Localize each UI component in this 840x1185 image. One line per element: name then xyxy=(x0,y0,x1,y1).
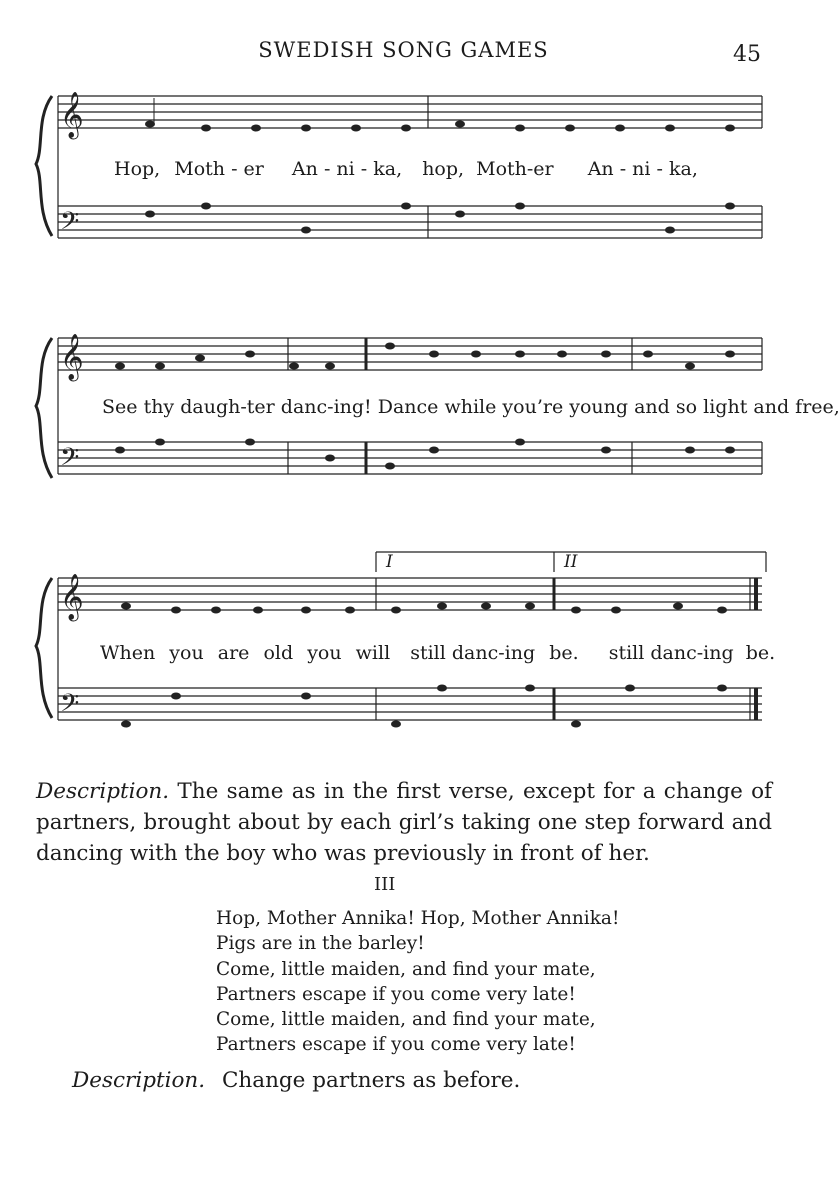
lyric-word: - xyxy=(231,158,238,180)
music-system-3 xyxy=(30,548,776,748)
lyric-word: See xyxy=(102,396,138,418)
ending-1-label: I xyxy=(386,552,393,572)
verse-line: Come, little maiden, and find your mate, xyxy=(216,958,596,980)
lyric-word: - xyxy=(619,158,627,180)
lyric-word: - xyxy=(656,158,663,180)
description-label: Description. xyxy=(36,779,170,804)
lyric-word: young xyxy=(569,396,629,418)
final-description xyxy=(72,1068,520,1093)
final-description-label: Description. xyxy=(72,1068,206,1093)
lyric-word: - xyxy=(360,158,368,180)
svg-text:𝄢: 𝄢 xyxy=(60,689,80,724)
lyric-word: danc-ing! xyxy=(280,396,372,418)
description-paragraph xyxy=(36,776,772,869)
lyric-word: so xyxy=(675,396,698,418)
verse-line: Pigs are in the barley! xyxy=(216,933,425,955)
lyric-word: ni xyxy=(632,158,651,180)
lyric-word: Hop, xyxy=(114,158,161,180)
svg-text:𝄞: 𝄞 xyxy=(60,574,84,620)
lyric-word: An xyxy=(587,158,614,180)
lyric-word: Moth-er xyxy=(476,158,554,180)
lyric-word: are xyxy=(217,642,250,664)
lyric-word: be. xyxy=(745,642,776,664)
svg-text:𝄢: 𝄢 xyxy=(60,443,80,478)
lyric-word: When xyxy=(100,642,156,664)
verse-lines xyxy=(216,906,619,1058)
lyric-word: and xyxy=(753,396,790,418)
lyric-word: Moth xyxy=(174,158,226,180)
lyric-word: thy xyxy=(143,396,175,418)
lyrics-line-1 xyxy=(114,158,698,180)
verse-line: Partners escape if you come very late! xyxy=(216,1034,576,1056)
svg-text:𝄢: 𝄢 xyxy=(60,207,80,242)
svg-text:𝄞: 𝄞 xyxy=(60,334,84,380)
music-system-1 xyxy=(30,88,770,248)
lyric-word: old xyxy=(263,642,294,664)
lyric-word: daugh-ter xyxy=(180,396,275,418)
lyric-word: Dance xyxy=(377,396,439,418)
verse-number: III xyxy=(374,874,396,895)
lyric-word: while xyxy=(444,396,497,418)
verse-line: Come, little maiden, and find your mate, xyxy=(216,1009,596,1031)
lyric-word: hop, xyxy=(422,158,465,180)
lyric-word: free, xyxy=(795,396,840,418)
lyric-word: still xyxy=(410,642,446,664)
verse-line: Hop, Mother Annika! Hop, Mother Annika! xyxy=(216,908,620,929)
lyric-word: danc-ing xyxy=(650,642,734,664)
description-text: The same as in the first verse, except for a change of partners, brought about by each girl’s taking one step forward and dancing with the boy who was previously in front of her. xyxy=(36,779,772,866)
lyric-word: danc-ing xyxy=(451,642,536,664)
lyric-word: er xyxy=(243,158,264,180)
verse-line: Partners escape if you come very late! xyxy=(216,983,576,1005)
lyric-word: still xyxy=(608,642,645,664)
lyric-word: - xyxy=(323,158,331,180)
lyric-word: be. xyxy=(549,642,579,664)
lyric-word: and xyxy=(634,396,670,418)
music-system-2 xyxy=(30,330,840,490)
page-number: 45 xyxy=(733,42,761,67)
lyric-word: you xyxy=(169,642,204,664)
svg-text:𝄞: 𝄞 xyxy=(60,92,84,138)
lyric-word: ni xyxy=(336,158,355,180)
running-head: SWEDISH SONG GAMES xyxy=(258,38,549,62)
lyric-word: you xyxy=(307,642,342,664)
ending-2-label: II xyxy=(564,552,578,572)
lyric-word: you’re xyxy=(502,396,564,418)
lyrics-line-2 xyxy=(102,396,840,418)
lyric-word: light xyxy=(703,396,748,418)
lyric-word: ka, xyxy=(373,158,403,180)
lyric-word: will xyxy=(355,642,391,664)
lyric-word: ka, xyxy=(669,158,698,180)
lyrics-line-3 xyxy=(100,642,775,664)
lyric-word: An xyxy=(291,158,318,180)
final-description-text: Change partners as before. xyxy=(221,1068,521,1093)
